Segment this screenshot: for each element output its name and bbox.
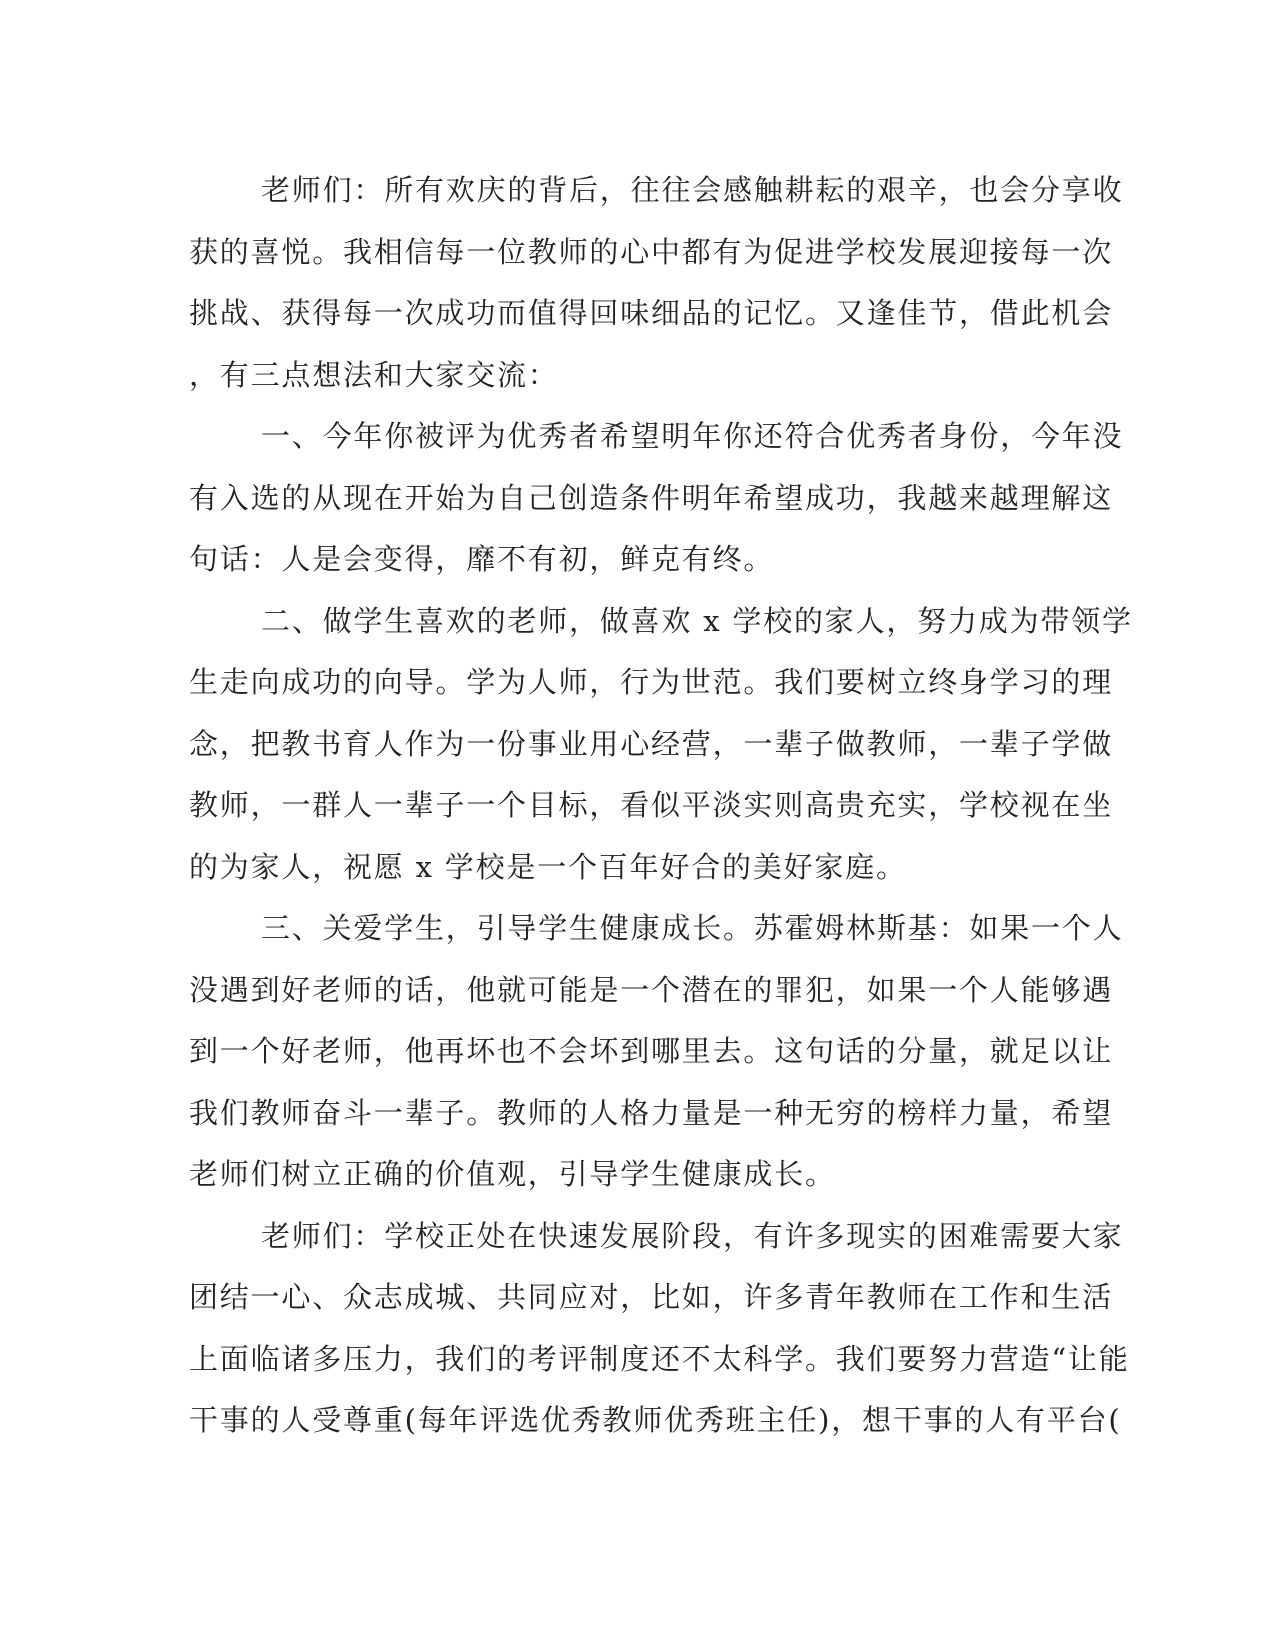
paragraph-1-line-4: ，有三点想法和大家交流： (189, 357, 559, 392)
paragraph-5-line-1: 老师们：学校正处在快速发展阶段，有许多现实的困难需要大家 (261, 1218, 1124, 1253)
paragraph-3-line-2: 生走向成功的向导。学为人师，行为世范。我们要树立终身学习的理 (189, 665, 1114, 699)
paragraph-5-line-2: 团结一心、众志成城、共同应对，比如，许多青年教师在工作和生活 (189, 1280, 1114, 1314)
paragraph-2-line-3: 句话：人是会变得，靡不有初，鲜克有终。 (189, 542, 775, 576)
paragraph-4-line-4: 我们教师奋斗一辈子。教师的人格力量是一种无穷的榜样力量，希望 (189, 1095, 1114, 1130)
paragraph-4-line-1: 三、关爱学生，引导学生健康成长。苏霍姆林斯基：如果一个人 (261, 911, 1124, 945)
paragraph-3-line-5: 的为家人，祝愿 x 学校是一个百年好合的美好家庭。 (189, 849, 907, 884)
paragraph-1-line-1: 老师们：所有欢庆的背后，往往会感触耕耘的艰辛，也会分享收 (261, 173, 1124, 207)
paragraph-4-line-2: 没遇到好老师的话，他就可能是一个潜在的罪犯，如果一个人能够遇 (189, 972, 1114, 1007)
paragraph-3-line-4: 教师，一群人一辈子一个目标，看似平淡实则高贵充实，学校视在坐 (189, 788, 1114, 822)
paragraph-4-line-5: 老师们树立正确的价值观，引导学生健康成长。 (189, 1157, 836, 1191)
paragraph-3-line-3: 念，把教书育人作为一份事业用心经营，一辈子做教师，一辈子学做 (189, 726, 1114, 761)
paragraph-1-line-3: 挑战、获得每一次成功而值得回味细品的记忆。又逢佳节，借此机会 (189, 296, 1114, 330)
paragraph-5-line-3: 上面临诸多压力，我们的考评制度还不太科学。我们要努力营造“让能 (189, 1341, 1130, 1376)
document-body (189, 160, 1133, 1452)
paragraph-5-line-4: 干事的人受尊重(每年评选优秀教师优秀班主任)，想干事的人有平台( (189, 1403, 1122, 1437)
paragraph-3-line-1: 二、做学生喜欢的老师，做喜欢 x 学校的家人，努力成为带领学 (261, 603, 1133, 638)
paragraph-2-line-2: 有入选的从现在开始为自己创造条件明年希望成功，我越来越理解这 (189, 480, 1114, 515)
paragraph-4-line-3: 到一个好老师，他再坏也不会坏到哪里去。这句话的分量，就足以让 (189, 1034, 1114, 1068)
paragraph-2-line-1: 一、今年你被评为优秀者希望明年你还符合优秀者身份，今年没 (261, 419, 1124, 453)
paragraph-1-line-2: 获的喜悦。我相信每一位教师的心中都有为促进学校发展迎接每一次 (189, 234, 1114, 269)
